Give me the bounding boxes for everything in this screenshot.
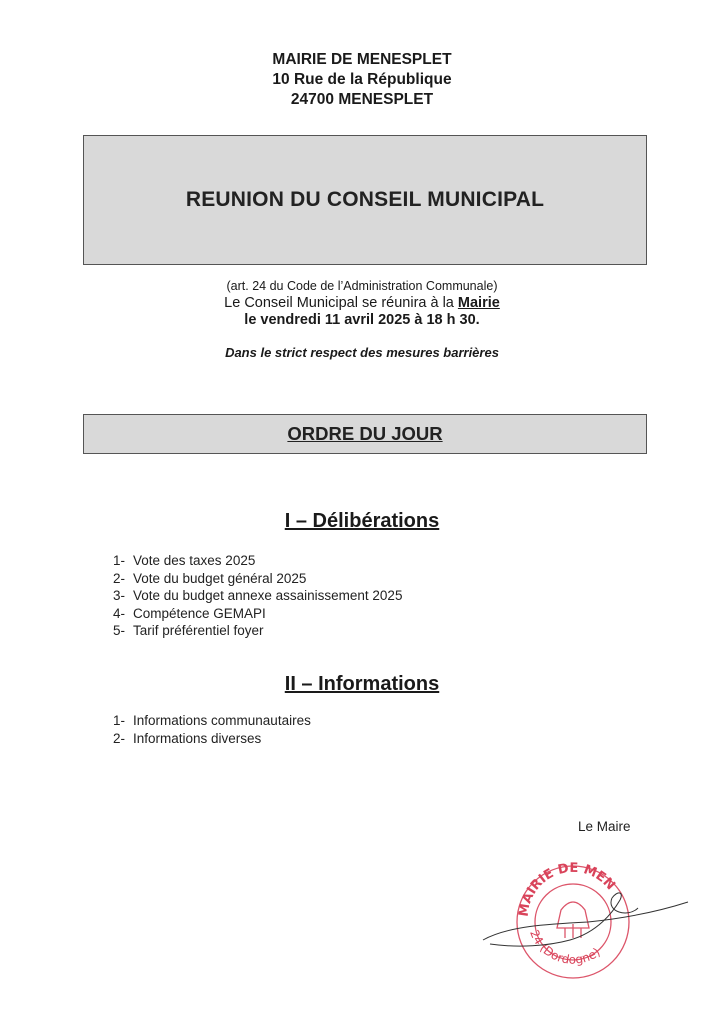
list-item [113,605,402,623]
meeting-place-prefix: Le Conseil Municipal se réunira à la [224,295,458,311]
health-notice: Dans le strict respect des mesures barrières [225,345,499,360]
agenda-banner [83,414,647,454]
agenda-title: ORDRE DU JOUR [287,423,443,444]
item-text: Tarif préférentiel foyer [133,623,264,638]
item-number: 2- [113,730,126,746]
list-item [113,587,402,605]
section-title-informations: II – Informations [284,673,440,695]
list-item [113,712,311,730]
item-text: Vote des taxes 2025 [133,553,256,568]
signature-label: Le Maire [578,819,631,834]
meeting-place: Mairie [457,295,500,311]
item-number: 5- [113,623,126,638]
letterhead-city: 24700 MENESPLET [290,91,434,108]
item-number: 2- [113,570,126,586]
letterhead-name: MAIRIE DE MENESPLET [272,51,452,68]
stamp-text-bottom: 24 (Dordogne) [527,927,603,967]
meeting-date: le vendredi 11 avril 2025 à 18 h 30. [244,312,480,328]
item-text: Informations diverses [133,730,262,746]
list-item [113,552,402,570]
convocation-block [0,278,724,329]
list-item [113,730,311,748]
item-number: 4- [113,605,126,621]
letterhead-street: 10 Rue de la République [272,71,452,88]
item-text: Vote du budget général 2025 [133,570,307,586]
svg-text:MAIRIE DE MEN [517,861,618,918]
mayor-stamp-signature-icon [478,852,698,982]
item-text: Vote du budget annexe assainissement 2025 [133,588,403,603]
informations-list [113,712,311,747]
item-number: 1- [113,553,126,568]
deliberations-list [113,552,402,640]
title-banner [83,135,647,265]
item-text: Compétence GEMAPI [133,605,266,621]
letterhead [0,50,724,110]
list-item [113,622,402,640]
list-item [113,570,402,588]
item-number: 1- [113,713,126,728]
legal-reference: (art. 24 du Code de l’Administration Communale) [226,279,498,293]
item-text: Informations communautaires [133,713,311,728]
document-title: REUNION DU CONSEIL MUNICIPAL [185,188,545,211]
meeting-place-line [0,295,724,312]
item-number: 3- [113,588,126,603]
section-title-deliberations: I – Délibérations [284,510,440,532]
stamp-text-top: MAIRIE DE MEN [516,860,618,918]
